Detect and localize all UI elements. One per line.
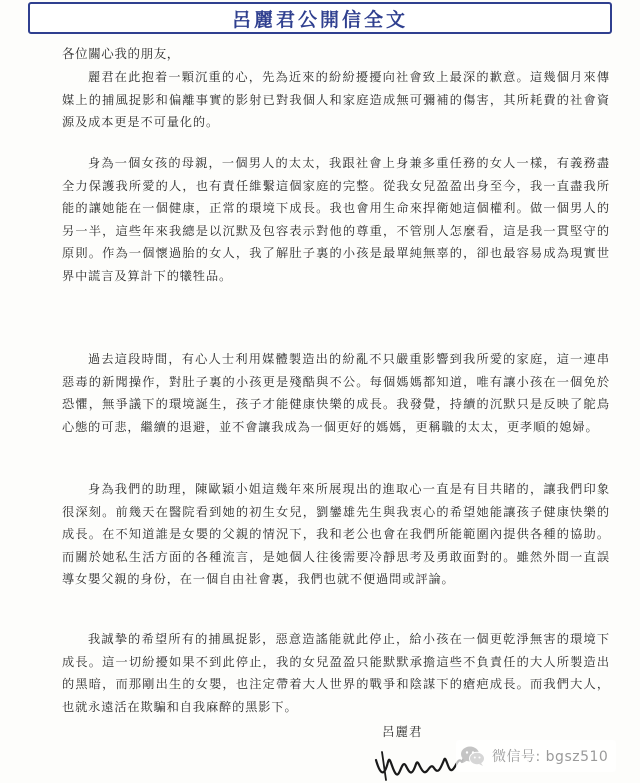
letter-paragraph-1: 麗君在此抱着一顆沉重的心，先為近來的紛紛擾擾向社會致上最深的歉意。這幾個月來傳媒上的捕風捉影和偏離事實的影射已對我個人和家庭造成無可彌補的傷害，其所耗費的社會資源及成本更是不可量化的。	[62, 70, 610, 129]
salutation: 各位關心我的朋友，	[62, 46, 180, 61]
watermark-text: 微信号: bgsz510	[492, 749, 609, 765]
wechat-watermark	[456, 740, 616, 772]
signer-name: 呂麗君	[382, 724, 423, 739]
letter-paragraph-4: 身為我們的助理，陳歐穎小姐這幾年來所展現出的進取心一直是有目共睹的，讓我們印象很深刻。前幾天在醫院看到她的初生女兒，劉鑾雄先生與我衷心的希望她能讓孩子健康快樂的成長。在不知道誰是女嬰的父親的情況下，我和老公也會在我們所能範圍內提供各種的協助。而關於她私生活方面的各種流言，是她個人往後需要冷靜思考及勇敢面對的。雖然外間一直誤導女嬰父親的身份，在一個自由社會裏，我們也就不便過問或評論。	[62, 482, 610, 586]
title-banner	[28, 2, 612, 34]
letter-paragraph-5: 我誠摯的希望所有的捕風捉影，惡意造謠能就此停止，給小孩在一個更乾淨無害的環境下成長。這一切紛擾如果不到此停止，我的女兒盈盈只能默默承擔這些不負責任的大人所製造出的黑暗，而那剛出生的女嬰，也注定帶着大人世界的戰爭和陰謀下的瘡疤成長。而我們大人，也就永遠活在欺騙和自我麻醉的黑影下。	[62, 632, 610, 714]
letter-paragraph-2: 身為一個女孩的母親，一個男人的太太，我跟社會上身兼多重任務的女人一樣，有義務盡全力保護我所愛的人，也有責任維繫這個家庭的完整。從我女兒盈盈出身至今，我一直盡我所能的讓她能在一個健康，正常的環境下成長。我也會用生命來捍衛她這個權利。做一個男人的另一半，這些年來我總是以沉默及包容表示對他的尊重，不管別人怎麼看，這是我一貫堅守的原則。作為一個懷過胎的女人，我了解肚子裏的小孩是最單純無辜的，卻也最容易成為現實世界中謊言及算計下的犧牲品。	[62, 156, 610, 283]
wechat-icon	[460, 745, 486, 767]
letter-paragraph-3: 過去這段時間，有心人士利用媒體製造出的紛亂不只嚴重影響到我所愛的家庭，這一連串惡毒的新聞操作，對肚子裏的小孩更是殘酷與不公。每個媽媽都知道，唯有讓小孩在一個免於恐懼，無爭議下的環境誕生，孩子才能健康快樂的成長。我發覺，持續的沉默只是反映了鴕鳥心態的可悲，繼續的退避，並不會讓我成為一個更好的媽媽，更稱職的太太，更孝順的媳婦。	[62, 352, 610, 434]
page-title: 呂麗君公開信全文	[231, 8, 408, 31]
